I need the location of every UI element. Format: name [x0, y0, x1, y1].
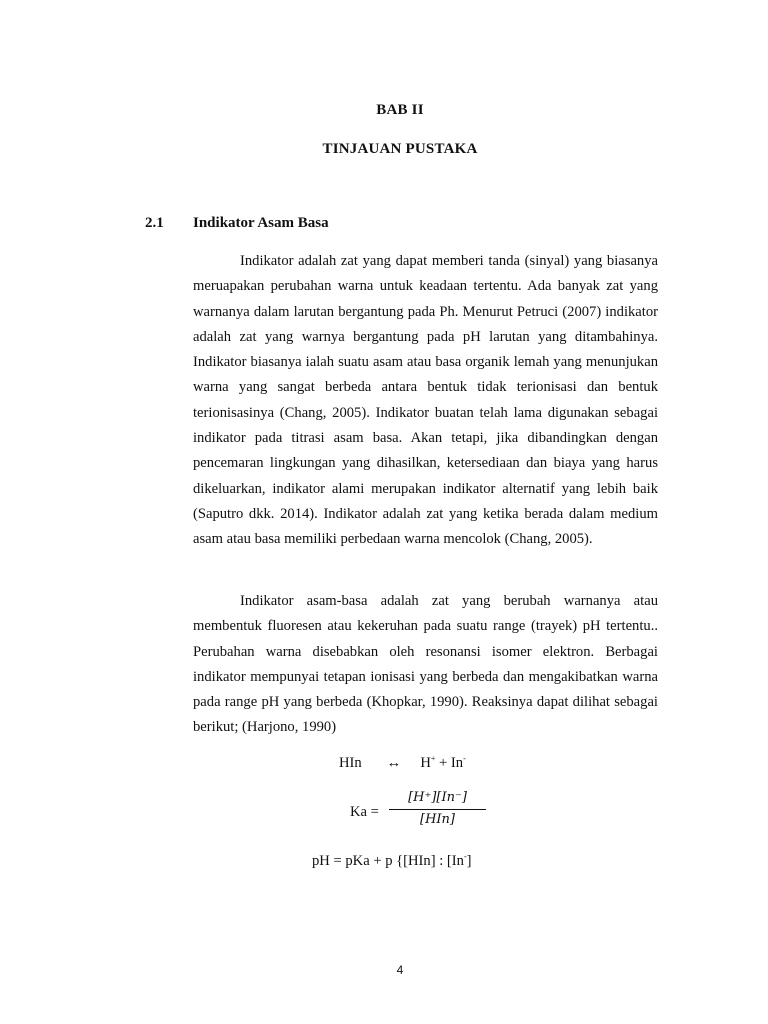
ka-denominator: [HIn]: [420, 812, 455, 827]
paragraph-indikator-definition: Indikator adalah zat yang dapat memberi tanda (sinyal) yang biasanya meruapakan perubahan warna untuk keadaan tertentu. Ada banyak zat yang warnanya dalam larutan bergantung pada Ph. Menurut Petruci (2007) indikator adalah zat yang warnya bergantung pada pH larutan yang ditambahinya. Indikator biasanya ialah suatu asam atau basa organik lemah yang menunjukan warna yang sangat berbeda antara bentuk tidak terionisasi dan bentuk terionisasinya (Chang, 2005). Indikator buatan telah lama digunakan sebagai indikator pada titrasi asam basa. Akan tetapi, jika dibandingkan dengan pencemaran lingkungan yang dihasilkan, ketersediaan dan biaya yang harus dikeluarkan, indikator alami merupakan indikator alternatif yang lebih baik (Saputro dkk. 2014). Indikator adalah zat yang ketika berada dalam medium asam atau basa memiliki perbedaan warna mencolok (Chang, 2005).: [193, 253, 658, 548]
section-number: 2.1: [145, 215, 164, 231]
ka-fraction: [385, 788, 490, 830]
ph-equation-suffix: ]: [466, 853, 472, 869]
ph-equation: [312, 852, 471, 870]
section-title: Indikator Asam Basa: [193, 215, 329, 231]
reaction-lhs: HIn: [339, 755, 362, 771]
page-number: 4: [396, 963, 404, 977]
ph-in-charge: -: [463, 852, 467, 861]
reaction-rhs-in: + In: [435, 755, 464, 771]
reaction-rhs-h: H: [420, 755, 431, 771]
in-charge: -: [463, 754, 466, 763]
ka-label: Ka =: [350, 804, 379, 820]
ka-numerator: [H⁺][In⁻]: [408, 790, 467, 805]
ph-equation-prefix: pH = pKa + p {[HIn] : [In: [312, 853, 464, 869]
paragraph-indikator-asam-basa: Indikator asam-basa adalah zat yang berubah warnanya atau membentuk fluoresen atau kekeruhan pada suatu range (trayek) pH tertentu.. Perubahan warna disebabkan oleh resonansi isomer elektron. Berbagai indikator mempunyai tetapan ionisasi yang berbeda dan mengakibatkan warna pada range pH yang berbeda (Khopkar, 1990). Reaksinya dapat dilihat sebagai berikut; (Harjono, 1990): [193, 593, 658, 736]
h-charge: +: [430, 754, 436, 763]
reaction-equation: [339, 754, 466, 772]
chapter-number: BAB II: [376, 102, 424, 118]
equilibrium-arrow-icon: ↔: [386, 755, 402, 771]
chapter-title: TINJAUAN PUSTAKA: [322, 141, 478, 157]
